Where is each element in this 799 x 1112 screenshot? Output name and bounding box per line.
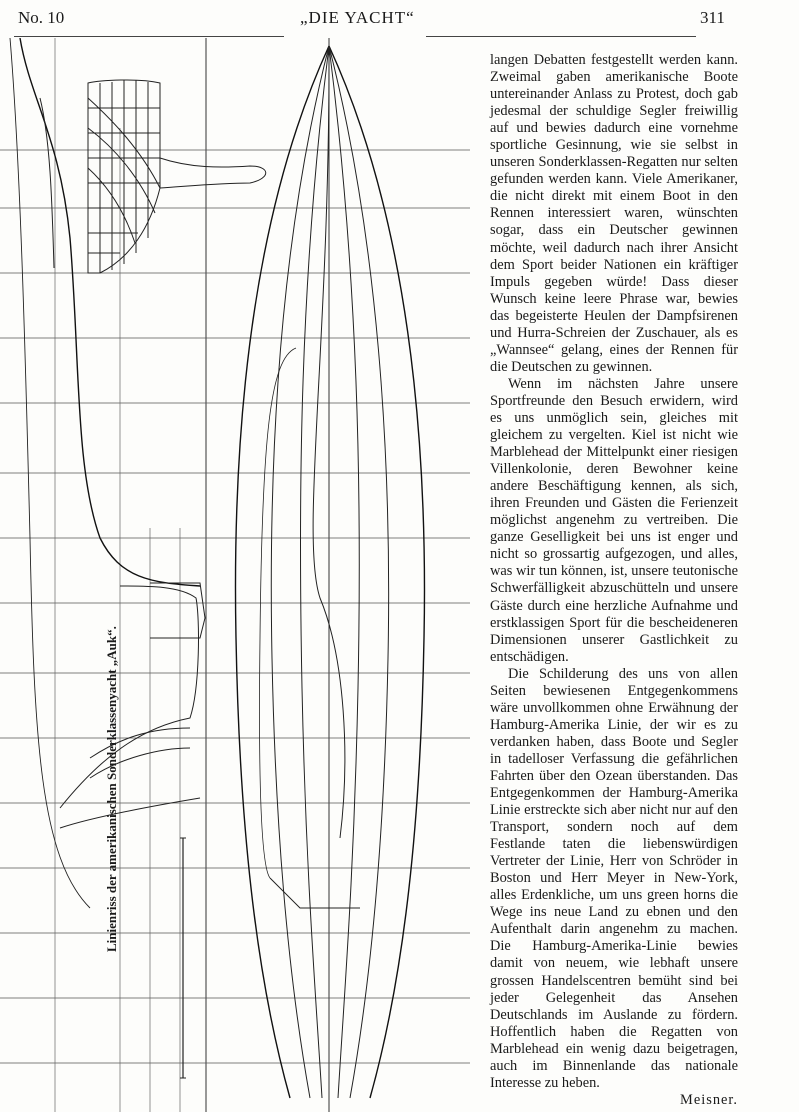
journal-title: „DIE YACHT“ bbox=[300, 8, 415, 27]
issue-number: No. 10 bbox=[18, 8, 65, 27]
article-column bbox=[490, 52, 738, 1109]
header-rule-left bbox=[14, 36, 284, 37]
page-header bbox=[0, 0, 799, 40]
author-name: Meisner. bbox=[680, 1091, 738, 1108]
paragraph-2: Wenn im nächsten Jahre unsere Sportfreunde den Besuch erwidern, wird es uns unmöglich sein, gleiches mit gleichem zu vergelten. Kiel ist nicht wie Marblehead der Mittelpunkt einer riesigen Villenkolonie, deren Bewohner keine andere Beschäftigung kennen, als sich, ihren Freunden und Gästen die Ferienzeit möglichst angenehm zu vertreiben. Die ganze Geselligkeit bei uns ist enger und nicht so grossartig aufgezogen, und alles, was wir tun können, ist, unsere teutonische Schwerfälligkeit abzuschütteln und unsere Gäste durch eine herzliche Aufnahme und erstklassigen Sport für die bescheideneren Dimensionen unserer Gastlichkeit zu entschädigen. bbox=[490, 375, 738, 665]
paragraph-1: langen Debatten festgestellt werden kann. Zweimal gaben amerikanische Boote untereinander Anlass zu Protest, doch gab jedesmal der schuldige Segler freiwillig auf und bewies dadurch eine vornehme sportliche Gesinnung, wie sie selbst in unseren Sonderklassen-Regatten nur selten gefunden werden kann. Viele Amerikaner, die nicht direkt mit einem Boot in den Rennen interessiert waren, wünschten sogar, dass ein Deutscher gewinnen möchte, weil dadurch nach ihrer Ansicht dem Sport beider Nationen ein kräftiger Impuls gegeben würde! Dass dieser Wunsch keine leere Phrase war, bewies das begeisterte Heulen der Dampfsirenen und Hurra-Schreien der Zuschauer, als es „Wannsee“ gelang, eines der Rennen für die Deutschen zu gewinnen. bbox=[490, 52, 738, 375]
figure-caption: Linienriss der amerikanischen Sonderklassenyacht „Auk“. bbox=[104, 626, 119, 952]
paragraph-3: Die Schilderung des uns von allen Seiten bewiesenen Entgegenkommens wäre unvollkommen ohne Erwähnung der Hamburg-Amerika Linie, der wir es zu verdanken haben, dass Boote und Segler in tadelloser Verfassung die gefährlichen Fahrten über den Ozean überstanden. Das Entgegenkommen der Hamburg-Amerika Linie erstreckte sich aber nicht nur auf den Transport, sondern noch auf dem Festlande taten die liebenswürdigen Vertreter der Linie, Herr von Schröder in Boston und Herr Meyer in New-York, alles Erdenkliche, um uns green horns die Wege ins neue Land zu ebnen und den Aufenthalt darin angenehm zu machen. Die Hamburg-Amerika-Linie bewies damit von neuem, wie lebhaft unsere grossen Handelscentren bemüht sind bei jeder Gelegenheit das Ansehen Deutschlands im Auslande zu fördern. Hoffentlich haben die Regatten von Marblehead ein wenig dazu beigetragen, auch im Binnenlande das nationale Interesse zu heben. bbox=[490, 665, 738, 1091]
header-rule-right bbox=[426, 36, 696, 37]
page-number: 311 bbox=[700, 8, 725, 27]
lines-plan-drawing bbox=[0, 38, 488, 1112]
